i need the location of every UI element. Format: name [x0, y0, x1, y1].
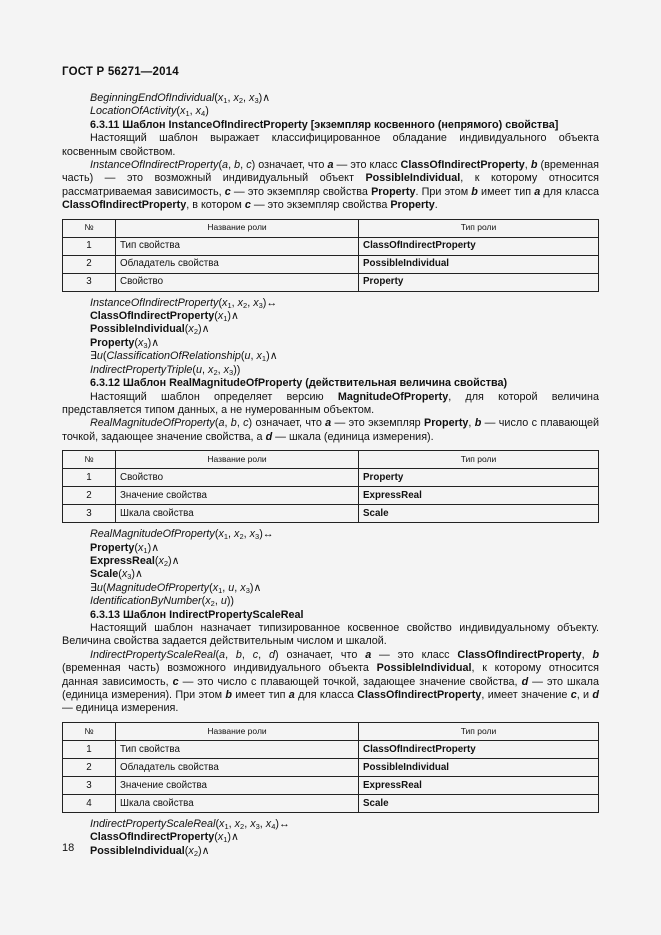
cell-num: 1 [63, 469, 116, 487]
header-role-name: Название роли [116, 722, 359, 740]
cell-num: 4 [63, 794, 116, 812]
cell-num: 3 [63, 776, 116, 794]
table-row [63, 758, 599, 776]
cell-role-name: Обладатель свойства [116, 758, 359, 776]
cell-num: 2 [63, 487, 116, 505]
roles-table-6-3-13 [62, 722, 599, 813]
cell-role-name: Шкала свойства [116, 794, 359, 812]
table-row [63, 273, 599, 291]
cell-role-name: Свойство [116, 469, 359, 487]
formula-line: $LocationOfActivity(x_1$, $x_4$) [90, 105, 209, 119]
page-content [62, 92, 599, 858]
formula-line: $PossibleIndividual(x_2)\wedge$ [90, 323, 210, 337]
section-description: Настоящий шаблон выражает классифицированное обладание индивидуального объекта косвенным свойством. [62, 132, 599, 158]
section-paragraph: InstanceOfIndirectProperty(a, b, c) означает, что a — это класс ClassOfIndirectProperty, b (временная часть) — это возможный индивидуальный объект PossibleIndividual, к которому относится рассматриваемая зависимость, c — это экземпляр свойства Property. При этом b имеет тип a для класса ClassOfIndirectProperty, в котором c — это экземпляр свойства Property. [62, 159, 600, 212]
table-row [63, 255, 599, 273]
cell-role-type: ClassOfIndirectProperty [359, 237, 599, 255]
cell-num: 3 [63, 505, 116, 523]
table-row [63, 794, 599, 812]
cell-role-type: Property [359, 273, 599, 291]
cell-role-name: Значение свойства [116, 487, 359, 505]
formula-line: $Scale(x_3)\wedge$ [90, 568, 143, 582]
cell-role-type: PossibleIndividual [359, 255, 599, 273]
roles-table-6-3-11 [62, 219, 599, 292]
section-title-6-3-13: 6.3.13 Шаблон IndirectPropertyScaleReal [90, 608, 304, 621]
table-row [63, 776, 599, 794]
header-role-name: Название роли [116, 451, 359, 469]
section-title-6-3-12: 6.3.12 Шаблон RealMagnitudeOfProperty (действительная величина свойства) [90, 377, 508, 390]
cell-role-name: Тип свойства [116, 740, 359, 758]
formula-line: $\exists u(MagnitudeOfProperty(x_1$, u, $x_3)\wedge$ [90, 581, 262, 595]
header-num: № [63, 219, 116, 237]
header-num: № [63, 722, 116, 740]
table-header-row [63, 219, 599, 237]
formula-line: $ClassOfIndirectProperty(x_1)\wedge$ [90, 831, 239, 845]
section-paragraph: IndirectPropertyScaleReal(a, b, c, d) означает, что a — это класс ClassOfIndirectProperty, b (временная часть) возможного индивидуального объекта PossibleIndividual, к которому относится данная зависимость, c — это число с плавающей точкой, задающее значение свойства, d — это шкала (единица измерения). При этом b имеет тип a для класса ClassOfIndirectProperty, имеет значение c, и d — единица измерения. [62, 648, 600, 715]
cell-num: 2 [63, 758, 116, 776]
section-description: Настоящий шаблон определяет версию MagnitudeOfProperty, для которой величина представляется типом данных, а не нумерованным объектом. [62, 390, 599, 416]
formula-line: $IdentificationByNumber(x_2$, u)) [90, 595, 235, 609]
cell-num: 3 [63, 273, 116, 291]
section-description: Настоящий шаблон назначает типизированное косвенное свойство индивидуальному объекту. Величина свойства задается действительным числом и шкалой. [62, 621, 599, 648]
table-row [63, 237, 599, 255]
section-title-6-3-11: 6.3.11 Шаблон InstanceOfIndirectProperty [экземпляр косвенного (непрямого) свойства] [90, 118, 559, 131]
page-number: 18 [62, 842, 75, 854]
cell-num: 1 [63, 237, 116, 255]
table-row [63, 469, 599, 487]
formula-line: $PossibleIndividual(x_2)\wedge$ [90, 844, 210, 858]
page-header: ГОСТ Р 56271—2014 [62, 66, 179, 78]
formula-line: $RealMagnitudeOfProperty(x_1$, $x_2$, $x_3)\leftrightarrow$ [90, 528, 274, 542]
table-header-row [63, 451, 599, 469]
formula-line: $BeginningEndOfIndividual(x_1$, $x_2$, $x_3)\wedge$ [90, 92, 271, 105]
cell-role-name: Значение свойства [116, 776, 359, 794]
formula-line: IndirectPropertyTriple(u, $x_2$, $x_3$)) [90, 363, 241, 377]
header-role-name: Название роли [116, 219, 359, 237]
cell-role-name: Шкала свойства [116, 505, 359, 523]
formula-line: $ClassOfIndirectProperty(x_1)\wedge$ [90, 310, 239, 324]
cell-role-type: Scale [359, 794, 599, 812]
header-role-type: Тип роли [359, 219, 599, 237]
cell-role-name: Обладатель свойства [116, 255, 359, 273]
cell-role-type: ExpressReal [359, 487, 599, 505]
cell-role-type: ClassOfIndirectProperty [359, 740, 599, 758]
cell-role-type: Scale [359, 505, 599, 523]
table-header-row [63, 722, 599, 740]
header-role-type: Тип роли [359, 722, 599, 740]
formula-line: $InstanceOfIndirectProperty(x_1$, $x_2$, $x_3)\leftrightarrow$ [90, 296, 278, 310]
table-row [63, 487, 599, 505]
formula-line: $Property(x_1)\wedge$ [90, 541, 160, 555]
cell-role-name: Тип свойства [116, 237, 359, 255]
roles-table-6-3-12 [62, 450, 599, 523]
formula-line: $Property(x_3)\wedge$ [90, 336, 160, 350]
cell-role-type: Property [359, 469, 599, 487]
table-row [63, 740, 599, 758]
cell-role-name: Свойство [116, 273, 359, 291]
formula-line: ∃u(ClassificationOfRelationship(u, $x_1)\wedge$ [90, 350, 278, 364]
section-paragraph: RealMagnitudeOfProperty(a, b, c) означает, что a — это экземпляр Property, b — число с плавающей точкой, задающее значение свойства, а d — шкала (единица измерения). [62, 417, 600, 443]
header-num: № [63, 451, 116, 469]
cell-num: 1 [63, 740, 116, 758]
cell-role-type: ExpressReal [359, 776, 599, 794]
header-role-type: Тип роли [359, 451, 599, 469]
formula-line: $IndirectPropertyScaleReal(x_1$, $x_2$, $x_3$, $x_4)\leftrightarrow$ [90, 817, 290, 831]
formula-line: $ExpressReal(x_2)\wedge$ [90, 554, 180, 568]
cell-num: 2 [63, 255, 116, 273]
table-row [63, 505, 599, 523]
cell-role-type: PossibleIndividual [359, 758, 599, 776]
